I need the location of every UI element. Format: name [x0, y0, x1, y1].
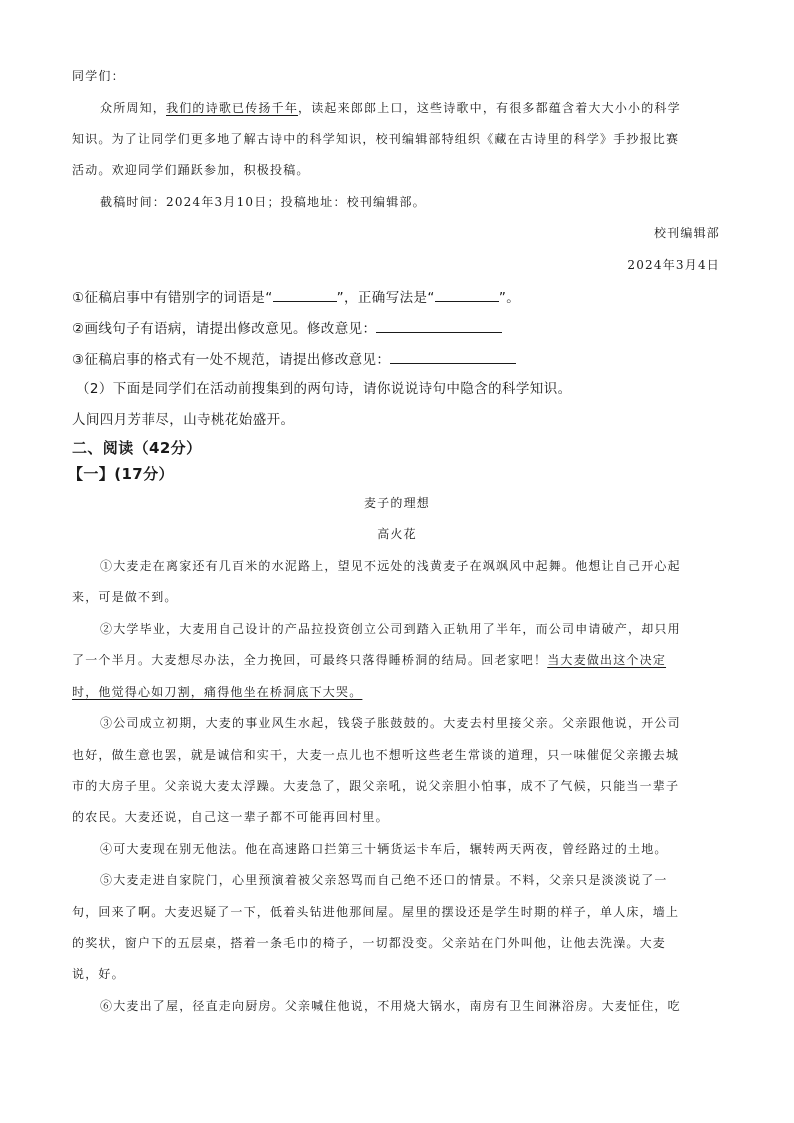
- question-1: [72, 289, 520, 306]
- question-text: ”。: [498, 290, 521, 306]
- article-text: 了一个半月。大麦想尽办法，全力挽回，可最终只落得睡桥洞的结局。回老家吧！: [72, 653, 548, 667]
- article-line: 句，回来了啊。大麦迟疑了一下，低着头钻进他那间屋。屋里的摆设还是学生时期的样子，单人床，墙上: [72, 905, 680, 919]
- notice-text: ，读起来郎郎上口，这些诗歌中，有很多都蕴含着大大小小的科学: [298, 101, 681, 115]
- underlined-sentence: 我们的诗歌已传扬千年: [166, 101, 299, 115]
- article-line: 也好，做生意也罢，就是诚信和实干，大麦一点儿也不想听这些老生常谈的道理，只一味催促父亲搬去城: [72, 748, 680, 762]
- notice-paragraph-line-3: 活动。欢迎同学们踊跃参加，积极投稿。: [72, 163, 310, 177]
- article-line: 说，好。: [72, 967, 125, 981]
- answer-blank[interactable]: [273, 289, 337, 302]
- notice-salutation: 同学们：: [72, 69, 125, 83]
- notice-deadline: 截稿时间：2024年3月10日；投稿地址：校刊编辑部。: [100, 195, 426, 209]
- question-4: （2）下面是同学们在活动前搜集到的两句诗，请你说说诗句中隐含的科学知识。: [76, 381, 572, 397]
- notice-paragraph-line-2: 知识。为了让同学们更多地了解古诗中的科学知识，校刊编辑部特组织《藏在古诗里的科学》手抄报比赛: [72, 132, 680, 146]
- article-line: 市的大房子里。父亲说大麦太浮躁。大麦急了，跟父亲吼，说父亲胆小怕事，成不了气候，只能当一辈子: [72, 779, 680, 793]
- answer-blank[interactable]: [376, 320, 502, 333]
- notice-signature: 校刊编辑部: [653, 226, 720, 240]
- question-text: ①征稿启事中有错别字的词语是“: [72, 290, 273, 306]
- notice-text: 众所周知，: [100, 101, 167, 115]
- question-text: ③征稿启事的格式有一处不规范，请提出修改意见：: [72, 352, 391, 368]
- question-2: [72, 320, 502, 337]
- article-underlined-line: 时，他觉得心如刀割，痛得他坐在桥洞底下大哭。: [72, 685, 363, 699]
- article-line: [72, 654, 666, 666]
- article-line: ⑤大麦走进自家院门，心里预演着被父亲怒骂而自己绝不还口的情景。不料，父亲只是淡淡说了一: [100, 873, 668, 887]
- article-author: 高火花: [377, 527, 417, 541]
- notice-paragraph-line-1: [100, 102, 681, 114]
- article-line: ③公司成立初期，大麦的事业风生水起，钱袋子胀鼓鼓的。大麦去村里接父亲。父亲跟他说，开公司: [100, 716, 681, 730]
- question-text: ②画线句子有语病，请提出修改意见。修改意见：: [72, 321, 377, 337]
- article-line: 的农民。大麦还说，自己这一辈子都不可能再回村里。: [72, 810, 389, 824]
- question-text: ”，正确写法是“: [336, 290, 435, 306]
- article-line: ①大麦走在离家还有几百米的水泥路上，望见不远处的浅黄麦子在飒飒风中起舞。他想让自己开心起: [100, 559, 681, 573]
- article-line: 的奖状，窗户下的五层桌，搭着一条毛巾的椅子，一切都没变。父亲站在门外叫他，让他去洗澡。大麦: [72, 936, 667, 950]
- section-heading: 二、阅读（42分）: [72, 439, 202, 457]
- article-line: ④可大麦现在别无他法。他在高速路口拦第三十辆货运卡车后，辗转两天两夜，曾经路过的土地。: [100, 842, 668, 856]
- article-line: 来，可是做不到。: [72, 590, 178, 604]
- poem-lines: 人间四月芳菲尽，山寺桃花始盛开。: [72, 412, 295, 428]
- subsection-heading: 【一】(17分）: [68, 465, 174, 483]
- answer-blank[interactable]: [390, 351, 516, 364]
- underlined-sentence: 当大麦做出这个决定: [547, 653, 667, 667]
- question-3: [72, 351, 516, 368]
- article-title: 麦子的理想: [363, 496, 430, 510]
- answer-blank[interactable]: [435, 289, 499, 302]
- article-line: ②大学毕业，大麦用自己设计的产品拉投资创立公司到踏入正轨用了半年，而公司申请破产，却只用: [100, 622, 681, 636]
- notice-date: 2024年3月4日: [627, 258, 720, 272]
- article-line: ⑥大麦出了屋，径直走向厨房。父亲喊住他说，不用烧大锅水，南房有卫生间淋浴房。大麦怔住，吃: [100, 999, 681, 1013]
